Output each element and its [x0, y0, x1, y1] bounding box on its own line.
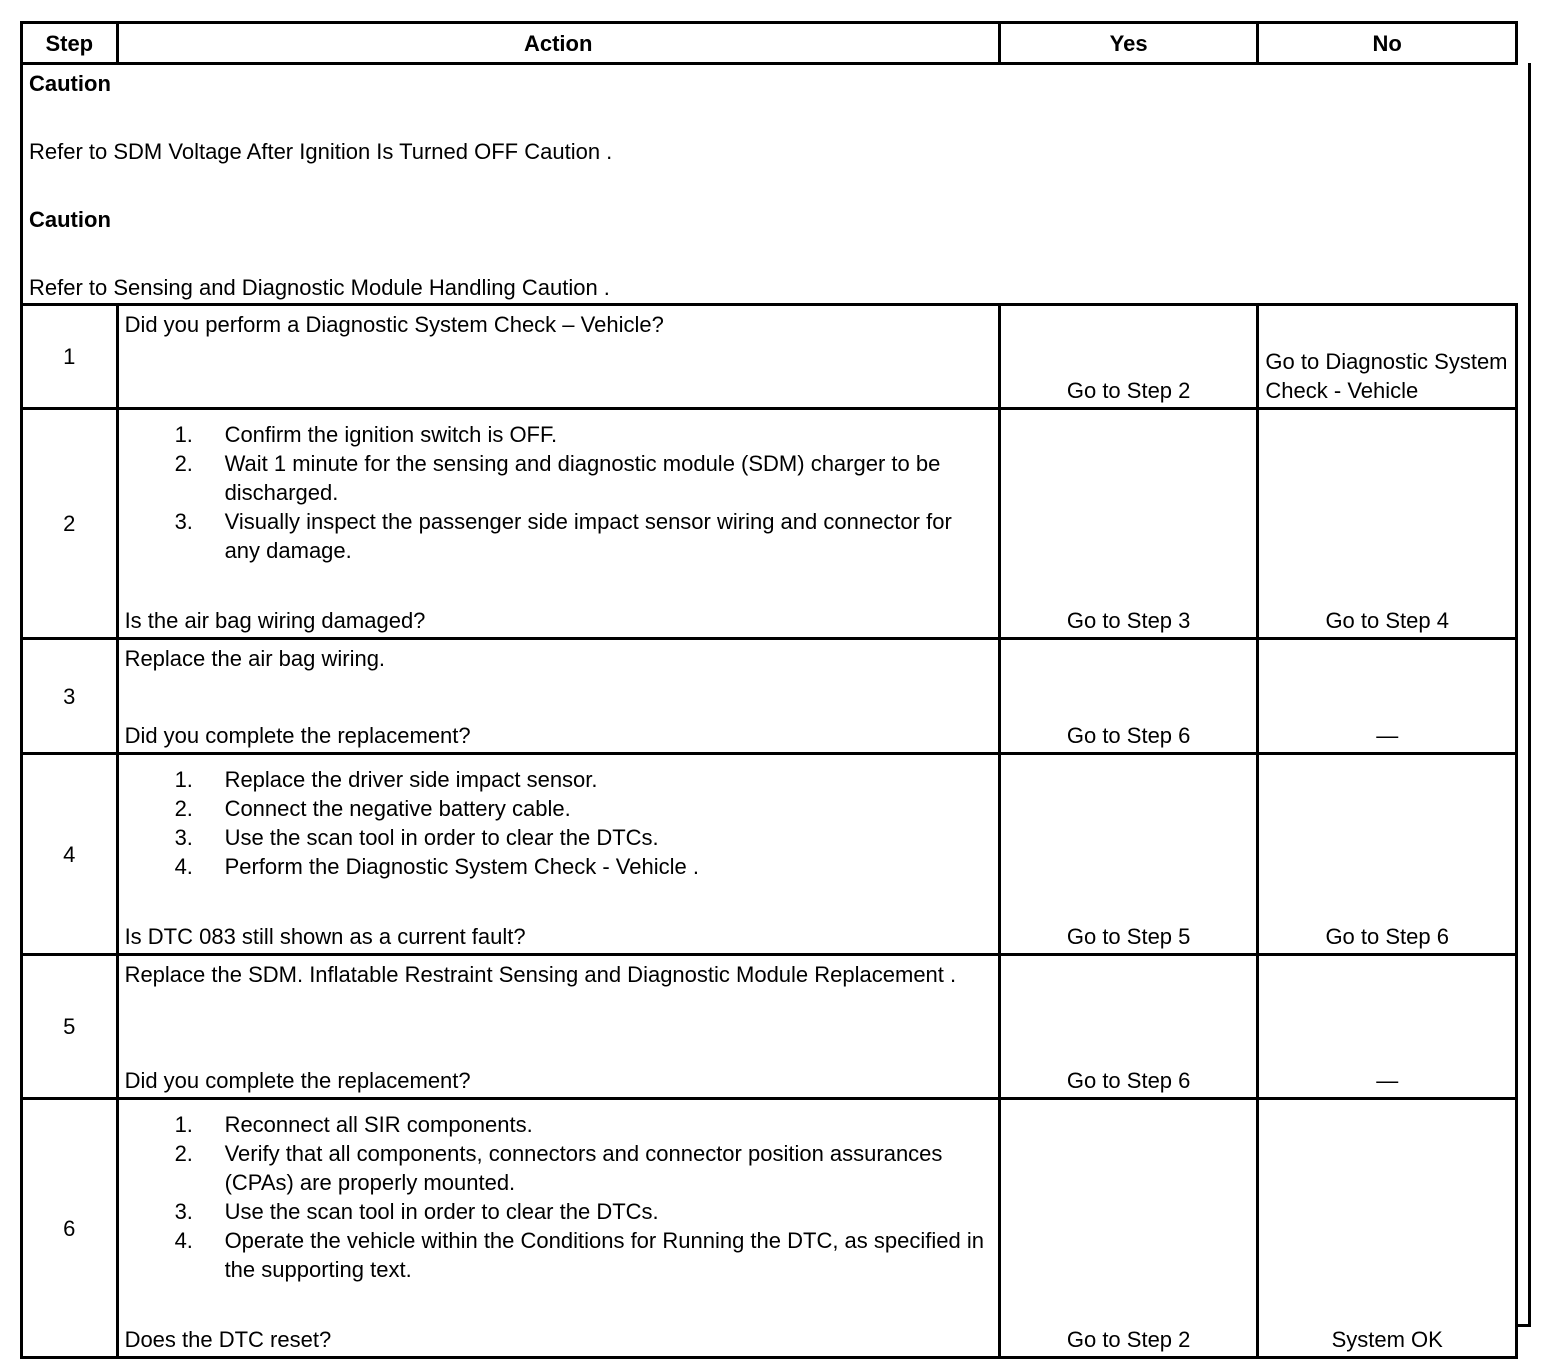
header-yes: Yes	[999, 23, 1258, 64]
no-result: Go to Step 4	[1258, 409, 1517, 639]
caution-title: Caution	[29, 207, 111, 232]
no-result: Go to Diagnostic System Check - Vehicle	[1258, 305, 1517, 409]
outer-frame-rule	[1515, 1324, 1531, 1327]
step-number: 4	[22, 754, 118, 955]
caution-text: Refer to SDM Voltage After Ignition Is Turned OFF Caution .	[29, 139, 613, 164]
yes-result: Go to Step 6	[999, 639, 1258, 754]
no-result: —	[1258, 955, 1517, 1099]
action-question: Does the DTC reset?	[124, 1327, 332, 1352]
caution-row	[22, 64, 1517, 305]
header-action: Action	[117, 23, 999, 64]
caution-cell	[22, 64, 1517, 305]
step-number: 6	[22, 1099, 118, 1358]
no-result: —	[1258, 639, 1517, 754]
action-list	[125, 1110, 992, 1284]
list-item: 3. Use the scan tool in order to clear the DTCs.	[174, 1199, 659, 1224]
action-cell	[117, 409, 999, 639]
action-list	[125, 420, 992, 565]
list-item: 1. Replace the driver side impact sensor.	[174, 767, 598, 792]
action-cell	[117, 305, 999, 409]
step-number: 2	[22, 409, 118, 639]
action-cell	[117, 639, 999, 754]
action-text: Replace the SDM. Inflatable Restraint Sensing and Diagnostic Module Replacement .	[124, 962, 957, 987]
diagnostic-table	[20, 21, 1518, 1359]
action-cell	[117, 1099, 999, 1358]
outer-frame-rule	[1528, 63, 1531, 1327]
list-item: 3. Use the scan tool in order to clear the DTCs.	[174, 825, 659, 850]
table-row	[22, 305, 1517, 409]
table-row	[22, 955, 1517, 1099]
action-text: Replace the air bag wiring.	[124, 646, 386, 671]
step-number: 3	[22, 639, 118, 754]
step-number: 1	[22, 305, 118, 409]
list-item: 2. Connect the negative battery cable.	[174, 796, 571, 821]
yes-result: Go to Step 3	[999, 409, 1258, 639]
list-item: 3. Visually inspect the passenger side impact sensor wiring and connector for any damage.	[174, 509, 952, 563]
list-item: 4. Operate the vehicle within the Conditions for Running the DTC, as specified in the supporting text.	[174, 1228, 984, 1282]
action-list	[125, 765, 992, 881]
yes-result: Go to Step 6	[999, 955, 1258, 1099]
no-result: Go to Step 6	[1258, 754, 1517, 955]
table-header-row	[22, 23, 1517, 64]
step-number: 5	[22, 955, 118, 1099]
header-no: No	[1258, 23, 1517, 64]
table-row	[22, 639, 1517, 754]
action-question: Did you complete the replacement?	[124, 723, 471, 748]
caution-text: Refer to Sensing and Diagnostic Module Handling Caution .	[29, 275, 610, 300]
action-question: Is DTC 083 still shown as a current fault?	[124, 924, 526, 949]
list-item: 1. Reconnect all SIR components.	[174, 1112, 533, 1137]
list-item: 2. Wait 1 minute for the sensing and diagnostic module (SDM) charger to be discharged.	[174, 451, 941, 505]
action-text: Did you perform a Diagnostic System Check – Vehicle?	[124, 312, 664, 337]
yes-result: Go to Step 5	[999, 754, 1258, 955]
list-item: 2. Verify that all components, connectors and connector position assurances (CPAs) are properly mounted.	[174, 1141, 943, 1195]
table-row	[22, 1099, 1517, 1358]
no-result: System OK	[1258, 1099, 1517, 1358]
caution-title: Caution	[29, 71, 111, 96]
list-item: 1. Confirm the ignition switch is OFF.	[174, 422, 558, 447]
header-step: Step	[22, 23, 118, 64]
table-row	[22, 409, 1517, 639]
table-row	[22, 754, 1517, 955]
action-cell	[117, 955, 999, 1099]
action-cell	[117, 754, 999, 955]
action-question: Did you complete the replacement?	[124, 1068, 471, 1093]
yes-result: Go to Step 2	[999, 305, 1258, 409]
action-question: Is the air bag wiring damaged?	[124, 608, 426, 633]
yes-result: Go to Step 2	[999, 1099, 1258, 1358]
list-item: 4. Perform the Diagnostic System Check - Vehicle .	[174, 854, 699, 879]
